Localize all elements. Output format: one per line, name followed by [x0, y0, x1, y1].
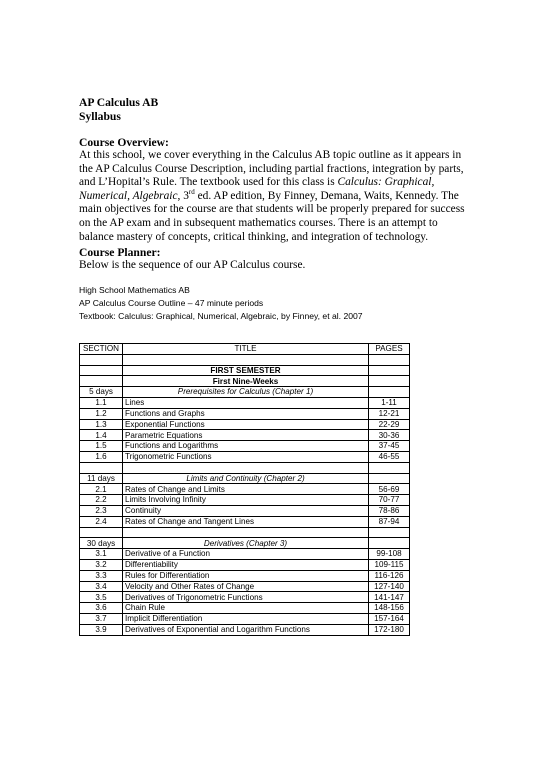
section-title: Continuity — [123, 505, 369, 516]
overview-text-part1: At this school, we cover everything in the Calculus AB topic outline as it appears in the AP Calculus Course Description, including partial fractions, integration by parts, and L’Hopital’s Rule. The textbook used for this class is — [79, 149, 464, 189]
section-pages: 22-29 — [369, 419, 410, 430]
table-row — [80, 505, 410, 516]
chapter-row — [80, 387, 410, 398]
section-title: Velocity and Other Rates of Change — [123, 581, 369, 592]
chapter-row — [80, 538, 410, 549]
blank-cell — [123, 462, 369, 473]
section-pages: 157-164 — [369, 613, 410, 624]
section-title: Differentiability — [123, 559, 369, 570]
textbook-title: Calculus: Graphical, Numerical, Algebraic — [79, 176, 435, 202]
section-title: Rates of Change and Limits — [123, 484, 369, 495]
table-row — [80, 603, 410, 614]
blank-cell — [123, 527, 369, 538]
section-pages: 109-115 — [369, 559, 410, 570]
textbook-line: Textbook: Calculus: Graphical, Numerical, Algebraic, by Finney, et al. 2007 — [79, 311, 363, 322]
outline-info — [79, 284, 479, 324]
semester-empty — [80, 365, 123, 376]
section-number: 2.1 — [80, 484, 123, 495]
section-pages: 116-126 — [369, 570, 410, 581]
table-row — [80, 484, 410, 495]
table-row — [80, 419, 410, 430]
section-pages: 56-69 — [369, 484, 410, 495]
section-number: 3.5 — [80, 592, 123, 603]
section-title: Chain Rule — [123, 603, 369, 614]
section-number: 1.2 — [80, 408, 123, 419]
table-row — [80, 516, 410, 527]
section-number: 1.5 — [80, 441, 123, 452]
table-row — [80, 451, 410, 462]
section-number: 2.4 — [80, 516, 123, 527]
blank-cell — [369, 354, 410, 365]
header-section: SECTION — [80, 344, 123, 355]
section-pages: 172-180 — [369, 624, 410, 635]
blank-row — [80, 462, 410, 473]
chapter-days: 5 days — [80, 387, 123, 398]
section-pages: 99-108 — [369, 549, 410, 560]
chapter-days: 30 days — [80, 538, 123, 549]
section-pages: 37-45 — [369, 441, 410, 452]
section-pages: 70-77 — [369, 495, 410, 506]
section-pages: 148-156 — [369, 603, 410, 614]
section-number: 3.4 — [80, 581, 123, 592]
section-pages: 141-147 — [369, 592, 410, 603]
table-row — [80, 592, 410, 603]
section-title: Limits Involving Infinity — [123, 495, 369, 506]
section-pages: 78-86 — [369, 505, 410, 516]
course-planner-heading: Course Planner: — [79, 246, 161, 259]
document-title — [79, 96, 479, 123]
section-pages: 12-21 — [369, 408, 410, 419]
chapter-pages-empty — [369, 538, 410, 549]
semester-row — [80, 365, 410, 376]
ordinal-suffix: rd — [188, 187, 195, 196]
header-title: TITLE — [123, 344, 369, 355]
table-row — [80, 613, 410, 624]
section-number: 3.2 — [80, 559, 123, 570]
chapter-title: Limits and Continuity (Chapter 2) — [123, 473, 369, 484]
course-outline-table — [79, 343, 410, 636]
course-planner-text: Below is the sequence of our AP Calculus course. — [79, 259, 306, 271]
chapter-pages-empty — [369, 473, 410, 484]
blank-cell — [80, 462, 123, 473]
chapter-row — [80, 473, 410, 484]
blank-row — [80, 527, 410, 538]
outline-description: AP Calculus Course Outline – 47 minute periods — [79, 298, 264, 309]
table-row — [80, 581, 410, 592]
section-title: Derivative of a Function — [123, 549, 369, 560]
table-row — [80, 559, 410, 570]
section-pages: 46-55 — [369, 451, 410, 462]
table-row — [80, 430, 410, 441]
section-number: 3.3 — [80, 570, 123, 581]
section-pages: 30-36 — [369, 430, 410, 441]
section-number: 3.7 — [80, 613, 123, 624]
blank-cell — [369, 527, 410, 538]
section-title: Derivatives of Exponential and Logarithm Functions — [123, 624, 369, 635]
table-row — [80, 624, 410, 635]
nine-weeks-empty — [369, 376, 410, 387]
blank-cell — [80, 354, 123, 365]
semester-empty — [369, 365, 410, 376]
overview-text-part2: , 3 — [177, 189, 189, 202]
blank-cell — [369, 462, 410, 473]
table-row — [80, 549, 410, 560]
table-row — [80, 397, 410, 408]
chapter-title: Prerequisites for Calculus (Chapter 1) — [123, 387, 369, 398]
nine-weeks-title: First Nine-Weeks — [123, 376, 369, 387]
chapter-days: 11 days — [80, 473, 123, 484]
semester-title: FIRST SEMESTER — [123, 365, 369, 376]
section-number: 1.3 — [80, 419, 123, 430]
section-title: Rates of Change and Tangent Lines — [123, 516, 369, 527]
section-title: Lines — [123, 397, 369, 408]
section-title: Trigonometric Functions — [123, 451, 369, 462]
section-title: Parametric Equations — [123, 430, 369, 441]
section-pages: 87-94 — [369, 516, 410, 527]
section-title: Functions and Logarithms — [123, 441, 369, 452]
section-number: 3.1 — [80, 549, 123, 560]
blank-row — [80, 354, 410, 365]
section-pages: 1-11 — [369, 397, 410, 408]
section-number: 1.1 — [80, 397, 123, 408]
section-title: Functions and Graphs — [123, 408, 369, 419]
course-overview-text — [79, 149, 474, 244]
header-pages: PAGES — [369, 344, 410, 355]
table-row — [80, 441, 410, 452]
section-number: 2.3 — [80, 505, 123, 516]
course-overview-heading: Course Overview: — [79, 136, 169, 149]
section-title: Implicit Differentiation — [123, 613, 369, 624]
section-number: 1.4 — [80, 430, 123, 441]
course-title: AP Calculus AB — [79, 96, 159, 109]
section-number: 2.2 — [80, 495, 123, 506]
course-outline-body — [80, 344, 410, 636]
nine-weeks-empty — [80, 376, 123, 387]
section-title: Exponential Functions — [123, 419, 369, 430]
chapter-title: Derivatives (Chapter 3) — [123, 538, 369, 549]
table-header-row — [80, 344, 410, 355]
blank-cell — [80, 527, 123, 538]
nine-weeks-row — [80, 376, 410, 387]
section-title: Derivatives of Trigonometric Functions — [123, 592, 369, 603]
blank-cell — [123, 354, 369, 365]
overview-text-part3: ed. AP edition, By Finney, Demana, Waits, Kennedy. The main objectives for the course are that students will be properly prepared for success on the AP exam and in subsequent mathematics courses. There is an attempt to balance mastery of concepts, critical thinking, and integration of technology. — [79, 189, 465, 243]
chapter-pages-empty — [369, 387, 410, 398]
table-row — [80, 408, 410, 419]
section-title: Rules for Differentiation — [123, 570, 369, 581]
table-row — [80, 495, 410, 506]
syllabus-label: Syllabus — [79, 109, 121, 123]
school-name: High School Mathematics AB — [79, 285, 190, 295]
table-row — [80, 570, 410, 581]
section-number: 3.9 — [80, 624, 123, 635]
section-number: 1.6 — [80, 451, 123, 462]
section-number: 3.6 — [80, 603, 123, 614]
section-pages: 127-140 — [369, 581, 410, 592]
